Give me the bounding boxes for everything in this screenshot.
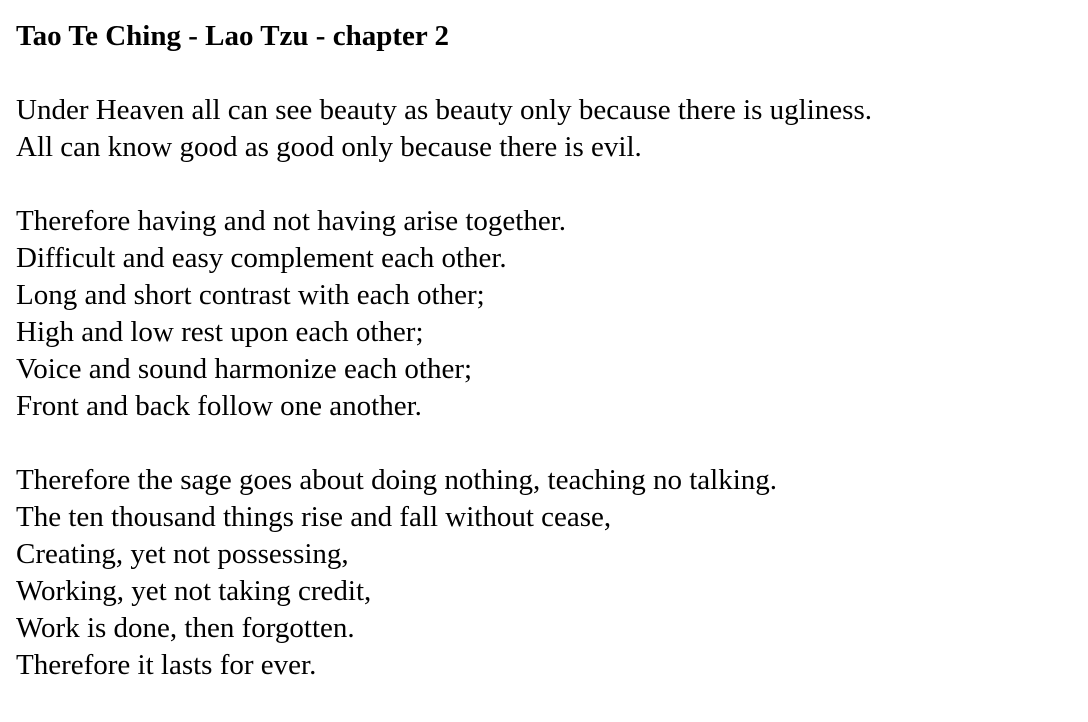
stanza-2 (16, 203, 1088, 425)
verse-line: The ten thousand things rise and fall without cease, (16, 501, 612, 533)
verse-line: High and low rest upon each other; (16, 316, 424, 348)
verse-line: Working, yet not taking credit, (16, 575, 372, 607)
verse-line: Front and back follow one another. (16, 390, 422, 422)
verse-line: Work is done, then forgotten. (16, 612, 355, 644)
verse-line: Therefore it lasts for ever. (16, 649, 317, 681)
verse-line: Therefore the sage goes about doing nothing, teaching no talking. (16, 464, 778, 496)
stanza-1 (16, 92, 1088, 166)
verse-line: Under Heaven all can see beauty as beauty only because there is ugliness. (16, 94, 872, 126)
verse-line: All can know good as good only because there is evil. (16, 131, 642, 163)
verse-line: Long and short contrast with each other; (16, 279, 485, 311)
stanza-3 (16, 462, 1088, 684)
verse-line: Difficult and easy complement each other. (16, 242, 507, 274)
verse-line: Voice and sound harmonize each other; (16, 353, 473, 385)
verse-line: Creating, yet not possessing, (16, 538, 349, 570)
verse-line: Therefore having and not having arise together. (16, 205, 566, 237)
page-title: Tao Te Ching - Lao Tzu - chapter 2 (16, 20, 449, 52)
